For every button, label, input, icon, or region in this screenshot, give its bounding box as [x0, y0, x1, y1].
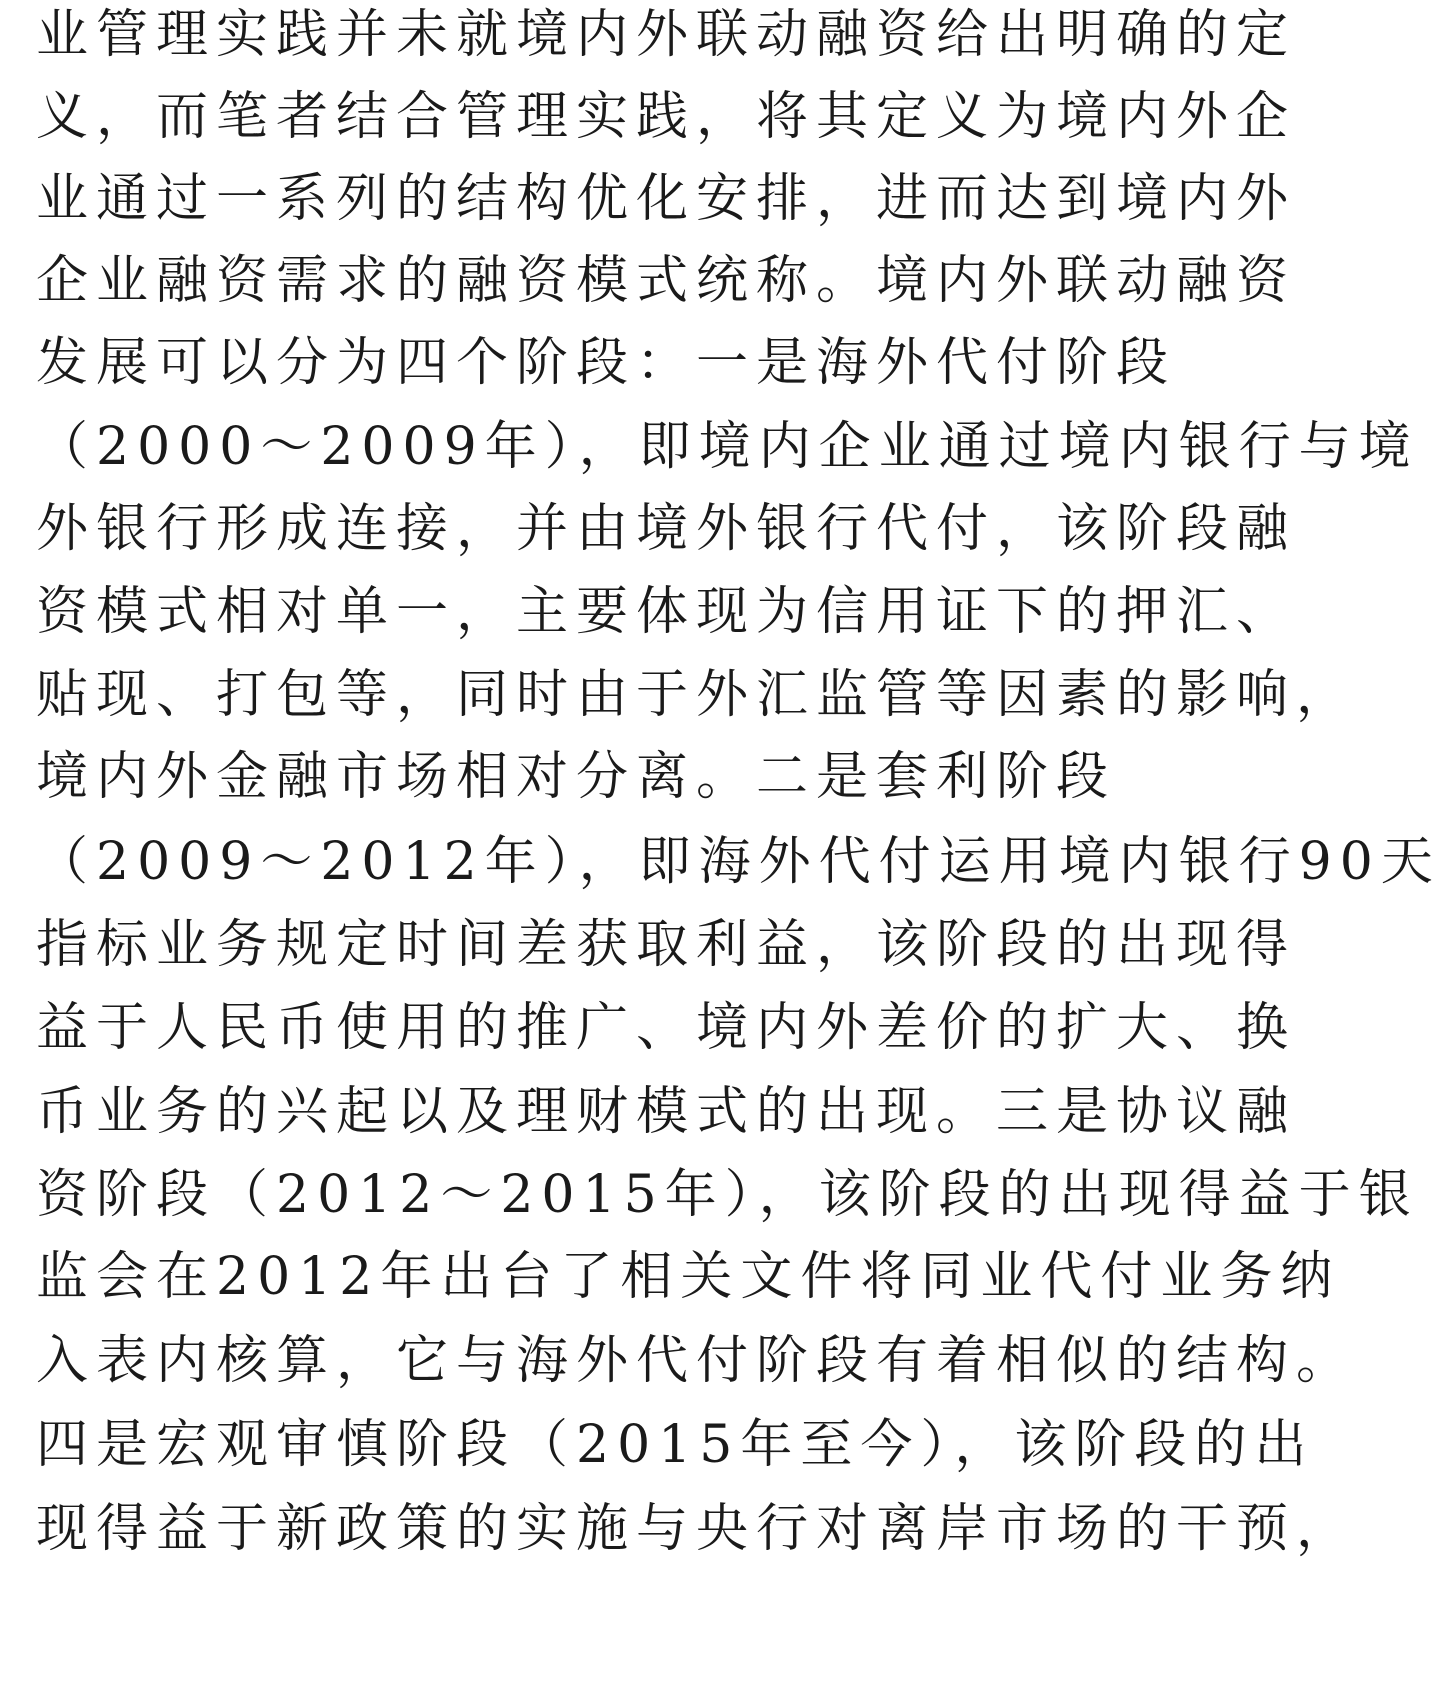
text-line: 境内外金融市场相对分离。二是套利阶段 — [36, 747, 1117, 807]
text-line: 业管理实践并未就境内外联动融资给出明确的定 — [36, 5, 1297, 65]
text-line: 四是宏观审慎阶段（2015年至今），该阶段的出 — [36, 1415, 1315, 1475]
text-line: 指标业务规定时间差获取利益，该阶段的出现得 — [36, 915, 1297, 975]
text-line: （2009～2012年），即海外代付运用境内银行90天 — [36, 832, 1441, 892]
text-line: 监会在2012年出台了相关文件将同业代付业务纳 — [36, 1247, 1341, 1307]
text-line: 资模式相对单一，主要体现为信用证下的押汇、 — [36, 582, 1297, 642]
text-line: 贴现、打包等，同时由于外汇监管等因素的影响， — [36, 665, 1357, 725]
text-line: 企业融资需求的融资模式统称。境内外联动融资 — [36, 251, 1297, 311]
text-line: 资阶段（2012～2015年），该阶段的出现得益于银 — [36, 1165, 1419, 1225]
text-line: （2000～2009年），即境内企业通过境内银行与境 — [36, 417, 1419, 477]
text-line: 义，而笔者结合管理实践，将其定义为境内外企 — [36, 87, 1297, 147]
text-line: 发展可以分为四个阶段：一是海外代付阶段 — [36, 333, 1177, 393]
text-line: 益于人民币使用的推广、境内外差价的扩大、换 — [36, 998, 1297, 1058]
text-line: 业通过一系列的结构优化安排，进而达到境内外 — [36, 169, 1297, 229]
text-line: 外银行形成连接，并由境外银行代付，该阶段融 — [36, 499, 1297, 559]
text-line: 现得益于新政策的实施与央行对离岸市场的干预， — [36, 1499, 1357, 1559]
text-line: 币业务的兴起以及理财模式的出现。三是协议融 — [36, 1082, 1297, 1142]
text-line: 入表内核算，它与海外代付阶段有着相似的结构。 — [36, 1331, 1357, 1391]
